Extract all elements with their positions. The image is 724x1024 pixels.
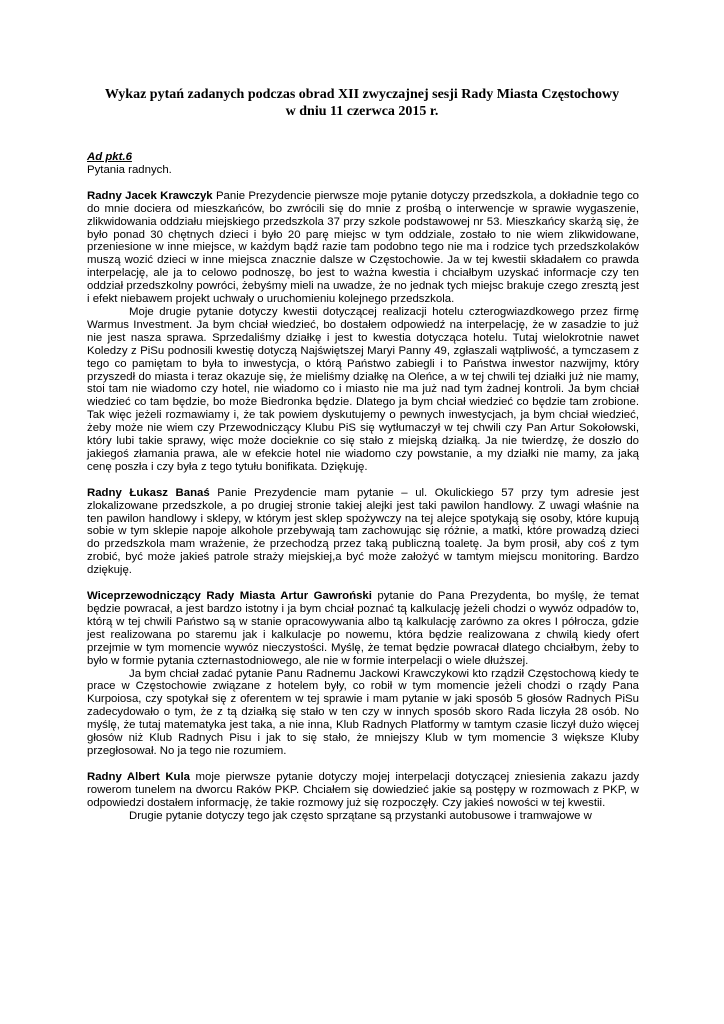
question-text: Panie Prezydencie mam pytanie – ul. Okulickiego 57 przy tym adresie jest zlokalizowane przedszkole, a po drugiej stronie takiej alejki jest taki pawilon handlowy. Z uwagi właśnie na ten pawilon handlowy i sklepy, w którym jest sklep spożywczy na tej alejce spotykają się osoby, które kupują sobie w tym sklepie napoje alkohole przebywają tam zachowując się różnie, a matki, które prowadzą dzieci do przedszkola mam wrażenie, że przechodzą przez taką publiczną toaletę. Ja bym prosił, aby coś z tym zrobić, być może jakieś patrole straży miejskiej,a być może założyć w tamtym miejscu monitoring. Bardzo dziękuję.	[87, 486, 639, 577]
question-entry	[87, 590, 639, 667]
speaker-name: Radny Albert Kula	[87, 770, 191, 783]
title-line-2: w dniu 11 czerwca 2015 r.	[285, 104, 439, 119]
question-text: moje pierwsze pytanie dotyczy mojej interpelacji dotyczącej zniesienia zakazu jazdy rowerom tunelem na dworcu Raków PKP. Chciałem się dowiedzieć jakie są postępy w rozmowach z PKP, w odpowiedzi dostałem informację, że takie rozmowy już się rozpoczęły. Czy jakieś nowości w tej kwestii.	[87, 770, 640, 809]
question-entry	[87, 487, 639, 577]
section-subtitle: Pytania radnych.	[87, 163, 172, 176]
speaker-name: Wiceprzewodniczący Rady Miasta Artur Gawroński	[87, 590, 372, 603]
speaker-name: Radny Jacek Krawczyk	[87, 189, 213, 202]
section-label: Ad pkt.6	[87, 151, 132, 163]
question-text: Panie Prezydencie pierwsze moje pytanie dotyczy przedszkola, a dokładnie tego co do mnie dociera od mieszkańców, bo zwrócili się do mnie z prośbą o interwencje w sprawie wygaszenie, zlikwidowania oddziału miejskiego przedszkola 37 przy szkole podstawowej nr 53. Mieszkańcy skarżą się, że było ponad 30 chętnych dzieci i było 20 parę miejsc w tym oddziale, zostało to nie wiem zlikwidowane, przeniesione w inne miejsce, w każdym bądź razie tam podobno tego nie ma i rodzice tych przedszkolaków muszą wozić dzieci w inne miejsca znacznie dalsze w Częstochowie. Ja w tej kwestii składałem co prawda interpelację, ale ja to celowo podnoszę, bo jest to ważna kwestia i chciałbym uzyskać informacje czy ten oddział przedszkolny powróci, żebyśmy mieli na uwadze, że no jednak tych miejsc brakuje czego zresztą jest i efekt niebawem projekt uchwały o uruchomieniu kolejnego przedszkola.	[87, 189, 640, 306]
question-entry	[87, 190, 639, 306]
question-text: pytanie do Pana Prezydenta, bo myślę, że temat będzie powracał, a jest bardzo istotny i ja bym chciał poznać tą kalkulację jeżeli chodzi o wywóz odpadów to, którą w tej chwili Państwo są w stanie opracowywania albo tą kalkulację zarówno za okres I półrocza, gdzie jest realizowana po staremu jak i kalkulacje po nowemu, która będzie realizowana z chwilą kiedy ofert przejmie w tym momencie wywóz nieczystości. Myślę, że temat będzie powracał dlatego chciałbym, żeby to było w formie pytania czternastodniowego, ale nie w formie interpelacji o wiele dłuższej.	[87, 590, 639, 667]
question-text: Moje drugie pytanie dotyczy kwestii dotyczącej realizacji hotelu czterogwiazdkowego przez firmę Warmus Investment. Ja bym chciał wiedzieć, bo dostałem odpowiedź na interpelację, że w zasadzie to już nie jest nasza sprawa. Sprzedaliśmy działkę i jest to kwestia dotycząca hotelu. Tutaj wielokrotnie nawet Koledzy z PiSu podnosili kwestię dotyczą Najświętszej Maryi Panny 49, zgłaszali wątpliwość, a tymczasem z tego co pamiętam to była to inwestycja, o którą Państwo zabiegli i to Państwa inwestor nazwijmy, który przyszedł do miasta i teraz okazuje się, że mieliśmy działkę na Oleńce, a w tej chwili tej działki już nie mamy, stoi tam nie wiadomo czy hotel, nie wiadomo co i miasto nie ma już nad tym żadnej kontroli. Ja bym chciał wiedzieć co tam będzie, bo może Biedronka będzie. Dlatego ja bym chciał wiedzieć co będzie tam zrobione. Tak więc jeżeli rozmawiamy i, że tak powiem dyskutujemy o pewnych inwestycjach, ja bym chciał wiedzieć, żeby może nie wiem czy Przewodniczący Klubu PiS się wytłumaczył w tej chwili czy Pan Artur Sokołowski, który lubi takie sprawy, więc może docieknie co się stało z miejską działką. Ja nie twierdzę, że doszło do jakiegoś złamania prawa, ale w efekcie hotel nie wiadomo czy powstanie, a my działki nie mamy, za jaką cenę poszła i czy była z tego tytułu bonifikata. Dziękuję.	[87, 305, 639, 473]
question-text: Ja bym chciał zadać pytanie Panu Radnemu Jackowi Krawczykowi kto rządził Częstochową kiedy te prace w Częstochowie związane z hotelem były, co robił w tym momencie jeżeli chodzi o rządy Pana Kurpoiosa, czy spotykał się z oferentem w tej sprawie i mam pytanie w jaki sposób 5 głosów Radnych PiSu zadecydowało o tym, że z tą działką się stało w ten czy w innych sposób skoro Rada liczyła 28 osób. No myślę, że tutaj matematyka jest taka, a nie inna, Klub Radnych Platformy w tamtym czasie liczył dużo więcej głosów niż Klub Radnych Pisu i jak to się stało, że mniejszy Klub w tym momencie 3 większe Kluby przegłosował. No ja tego nie rozumiem.	[87, 667, 639, 757]
title-line-1: Wykaz pytań zadanych podczas obrad XII zwyczajnej sesji Rady Miasta Częstochowy	[104, 87, 620, 102]
speaker-name: Radny Łukasz Banaś	[87, 486, 210, 499]
question-entry	[87, 771, 639, 810]
document-title	[40, 86, 684, 120]
document-body	[87, 151, 639, 823]
question-text: Drugie pytanie dotyczy tego jak często sprzątane są przystanki autobusowe i tramwajowe w	[129, 809, 592, 822]
